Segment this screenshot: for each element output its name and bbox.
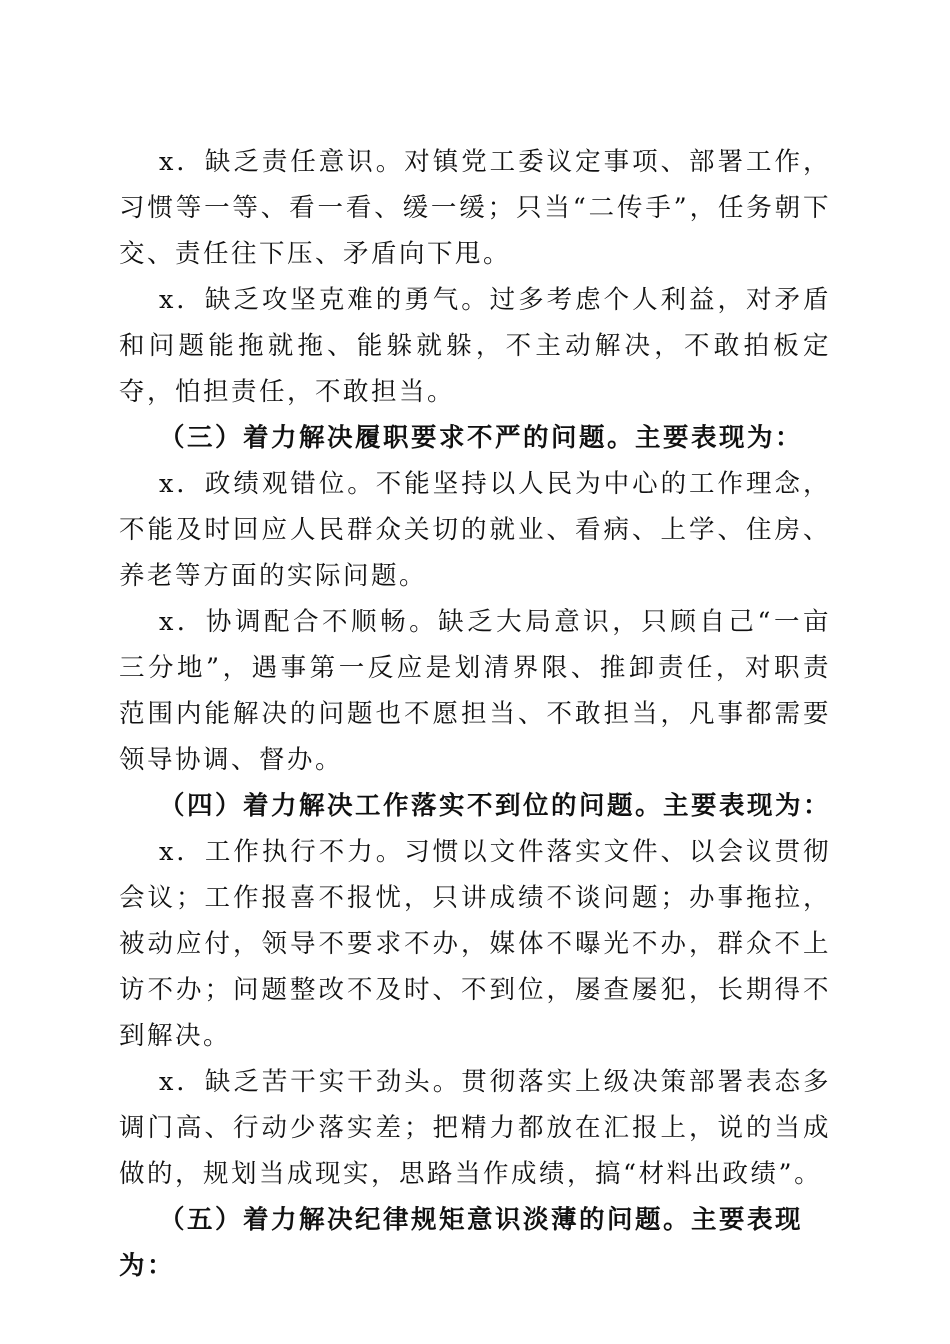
item-hard-work: x．缺乏苦干实干劲头。贯彻落实上级决策部署表态多调门高、行动少落实差；把精力都放在汇报上，说的当成做的，规划当成现实，思路当作成绩，搞“材料出政绩”。 bbox=[119, 1067, 831, 1189]
section-heading-3: （三）着力解决履职要求不严的问题。主要表现为： bbox=[159, 423, 804, 453]
item-execution: x．工作执行不力。习惯以文件落实文件、以会议贯彻会议；工作报喜不报忧，只讲成绩不谈问题；办事拖拉，被动应付，领导不要求不办，媒体不曝光不办，群众不上访不办；问题整改不及时、不到位，屡查屡犯，长期得不到解决。 bbox=[119, 837, 831, 1051]
section-heading-5: （五）着力解决纪律规矩意识淡薄的问题。主要表现为： bbox=[119, 1205, 804, 1281]
document-body bbox=[119, 139, 831, 1289]
item-performance-view: x．政绩观错位。不能坚持以人民为中心的工作理念，不能及时回应人民群众关切的就业、看病、上学、住房、养老等方面的实际问题。 bbox=[119, 469, 831, 591]
item-courage-to-tackle-difficulties: x．缺乏攻坚克难的勇气。过多考虑个人利益，对矛盾和问题能拖就拖、能躲就躲，不主动解决，不敢拍板定夺，怕担责任，不敢担当。 bbox=[119, 285, 831, 407]
section-heading-4: （四）着力解决工作落实不到位的问题。主要表现为： bbox=[159, 791, 832, 821]
item-responsibility-awareness: x．缺乏责任意识。对镇党工委议定事项、部署工作，习惯等一等、看一看、缓一缓；只当“二传手”，任务朝下交、责任往下压、矛盾向下甩。 bbox=[119, 147, 831, 269]
item-coordination: x．协调配合不顺畅。缺乏大局意识，只顾自己“一亩三分地”，遇事第一反应是划清界限、推卸责任，对职责范围内能解决的问题也不愿担当、不敢担当，凡事都需要领导协调、督办。 bbox=[119, 607, 831, 775]
